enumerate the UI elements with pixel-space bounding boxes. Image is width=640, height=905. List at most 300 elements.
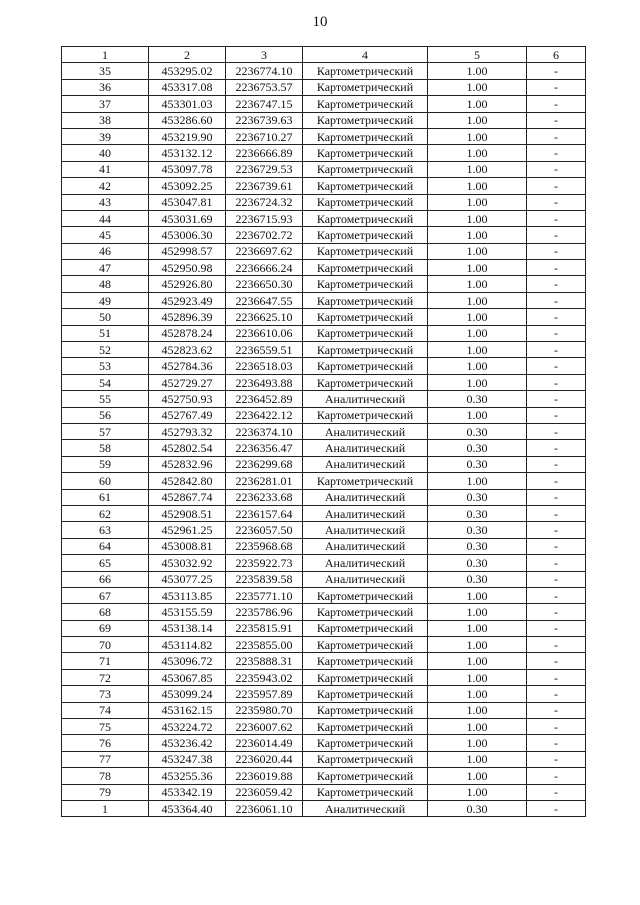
cell-note: - [527, 292, 586, 308]
cell-point-number: 38 [62, 112, 149, 128]
cell-accuracy: 1.00 [428, 407, 527, 423]
cell-accuracy: 1.00 [428, 669, 527, 685]
cell-accuracy: 1.00 [428, 178, 527, 194]
cell-coord-y: 2236422.12 [226, 407, 303, 423]
cell-coord-y: 2235786.96 [226, 604, 303, 620]
table-row [62, 243, 586, 259]
cell-coord-x: 453077.25 [149, 571, 226, 587]
cell-method: Аналитический [303, 456, 428, 472]
cell-method: Картометрический [303, 604, 428, 620]
cell-method: Картометрический [303, 112, 428, 128]
cell-point-number: 39 [62, 128, 149, 144]
cell-method: Картометрический [303, 784, 428, 800]
cell-point-number: 63 [62, 522, 149, 538]
cell-coord-x: 452998.57 [149, 243, 226, 259]
cell-coord-y: 2236724.32 [226, 194, 303, 210]
cell-method: Картометрический [303, 309, 428, 325]
cell-point-number: 41 [62, 161, 149, 177]
cell-accuracy: 1.00 [428, 686, 527, 702]
cell-coord-y: 2236666.89 [226, 145, 303, 161]
cell-point-number: 44 [62, 210, 149, 226]
table-row [62, 194, 586, 210]
cell-note: - [527, 686, 586, 702]
cell-coord-x: 452793.32 [149, 423, 226, 439]
cell-coord-y: 2236702.72 [226, 227, 303, 243]
cell-point-number: 37 [62, 96, 149, 112]
cell-accuracy: 1.00 [428, 128, 527, 144]
table-row [62, 456, 586, 472]
cell-note: - [527, 210, 586, 226]
cell-coord-x: 452908.51 [149, 505, 226, 521]
cell-note: - [527, 243, 586, 259]
cell-accuracy: 0.30 [428, 538, 527, 554]
cell-note: - [527, 128, 586, 144]
cell-note: - [527, 604, 586, 620]
cell-accuracy: 0.30 [428, 489, 527, 505]
cell-note: - [527, 309, 586, 325]
cell-accuracy: 1.00 [428, 702, 527, 718]
cell-accuracy: 1.00 [428, 653, 527, 669]
cell-note: - [527, 227, 586, 243]
cell-point-number: 75 [62, 719, 149, 735]
table-row [62, 620, 586, 636]
cell-coord-x: 452896.39 [149, 309, 226, 325]
cell-coord-x: 452767.49 [149, 407, 226, 423]
cell-point-number: 56 [62, 407, 149, 423]
cell-note: - [527, 161, 586, 177]
cell-note: - [527, 735, 586, 751]
cell-method: Картометрический [303, 96, 428, 112]
cell-method: Картометрический [303, 63, 428, 79]
cell-note: - [527, 571, 586, 587]
cell-coord-y: 2236710.27 [226, 128, 303, 144]
cell-method: Картометрический [303, 194, 428, 210]
cell-coord-y: 2236729.53 [226, 161, 303, 177]
cell-coord-x: 452867.74 [149, 489, 226, 505]
cell-accuracy: 1.00 [428, 342, 527, 358]
cell-coord-x: 453132.12 [149, 145, 226, 161]
cell-method: Картометрический [303, 210, 428, 226]
cell-point-number: 50 [62, 309, 149, 325]
cell-coord-y: 2236747.15 [226, 96, 303, 112]
cell-coord-x: 453236.42 [149, 735, 226, 751]
table-row [62, 505, 586, 521]
cell-coord-y: 2236647.55 [226, 292, 303, 308]
cell-coord-y: 2236666.24 [226, 260, 303, 276]
cell-note: - [527, 751, 586, 767]
page-number: 10 [312, 14, 328, 30]
cell-method: Картометрический [303, 702, 428, 718]
cell-note: - [527, 784, 586, 800]
cell-coord-x: 453286.60 [149, 112, 226, 128]
cell-coord-x: 452784.36 [149, 358, 226, 374]
cell-point-number: 57 [62, 423, 149, 439]
cell-note: - [527, 112, 586, 128]
cell-note: - [527, 473, 586, 489]
cell-method: Картометрический [303, 227, 428, 243]
cell-coord-y: 2236452.89 [226, 391, 303, 407]
cell-coord-x: 453255.36 [149, 768, 226, 784]
cell-method: Картометрический [303, 637, 428, 653]
cell-coord-y: 2236233.68 [226, 489, 303, 505]
cell-point-number: 77 [62, 751, 149, 767]
cell-coord-x: 453155.59 [149, 604, 226, 620]
cell-coord-y: 2235943.02 [226, 669, 303, 685]
cell-coord-x: 453099.24 [149, 686, 226, 702]
cell-method: Картометрический [303, 292, 428, 308]
table-row [62, 391, 586, 407]
cell-note: - [527, 63, 586, 79]
header-cell-1: 1 [62, 47, 149, 63]
cell-note: - [527, 391, 586, 407]
table-body [62, 47, 586, 817]
cell-point-number: 48 [62, 276, 149, 292]
cell-point-number: 78 [62, 768, 149, 784]
cell-coord-y: 2236753.57 [226, 79, 303, 95]
table-row [62, 112, 586, 128]
cell-coord-x: 452832.96 [149, 456, 226, 472]
cell-point-number: 69 [62, 620, 149, 636]
cell-point-number: 36 [62, 79, 149, 95]
cell-coord-y: 2236281.01 [226, 473, 303, 489]
cell-point-number: 67 [62, 587, 149, 603]
cell-note: - [527, 440, 586, 456]
cell-method: Картометрический [303, 473, 428, 489]
cell-point-number: 61 [62, 489, 149, 505]
cell-method: Картометрический [303, 79, 428, 95]
cell-note: - [527, 178, 586, 194]
cell-point-number: 70 [62, 637, 149, 653]
table-row [62, 653, 586, 669]
cell-point-number: 72 [62, 669, 149, 685]
cell-coord-x: 453032.92 [149, 555, 226, 571]
cell-coord-x: 453113.85 [149, 587, 226, 603]
cell-accuracy: 1.00 [428, 309, 527, 325]
cell-accuracy: 1.00 [428, 358, 527, 374]
cell-note: - [527, 276, 586, 292]
cell-accuracy: 0.30 [428, 522, 527, 538]
cell-coord-x: 453138.14 [149, 620, 226, 636]
cell-note: - [527, 669, 586, 685]
cell-point-number: 54 [62, 374, 149, 390]
table-row [62, 178, 586, 194]
cell-coord-y: 2235922.73 [226, 555, 303, 571]
cell-method: Картометрический [303, 686, 428, 702]
cell-note: - [527, 325, 586, 341]
cell-coord-y: 2236019.88 [226, 768, 303, 784]
cell-note: - [527, 194, 586, 210]
table-row [62, 489, 586, 505]
cell-note: - [527, 637, 586, 653]
cell-coord-y: 2236739.63 [226, 112, 303, 128]
cell-accuracy: 1.00 [428, 210, 527, 226]
cell-point-number: 74 [62, 702, 149, 718]
cell-coord-x: 452950.98 [149, 260, 226, 276]
cell-accuracy: 0.30 [428, 423, 527, 439]
cell-coord-y: 2235815.91 [226, 620, 303, 636]
cell-point-number: 52 [62, 342, 149, 358]
cell-coord-y: 2236739.61 [226, 178, 303, 194]
cell-point-number: 47 [62, 260, 149, 276]
cell-accuracy: 1.00 [428, 161, 527, 177]
cell-accuracy: 1.00 [428, 260, 527, 276]
table-row [62, 604, 586, 620]
table-row [62, 669, 586, 685]
cell-accuracy: 0.30 [428, 391, 527, 407]
cell-coord-y: 2236493.88 [226, 374, 303, 390]
cell-note: - [527, 260, 586, 276]
table-row [62, 571, 586, 587]
cell-method: Картометрический [303, 243, 428, 259]
cell-coord-y: 2236518.03 [226, 358, 303, 374]
cell-method: Аналитический [303, 555, 428, 571]
cell-accuracy: 0.30 [428, 456, 527, 472]
cell-method: Картометрический [303, 358, 428, 374]
table-row [62, 686, 586, 702]
cell-method: Картометрический [303, 276, 428, 292]
cell-note: - [527, 620, 586, 636]
cell-note: - [527, 768, 586, 784]
cell-method: Картометрический [303, 128, 428, 144]
cell-coord-x: 453295.02 [149, 63, 226, 79]
cell-coord-y: 2235855.00 [226, 637, 303, 653]
cell-note: - [527, 423, 586, 439]
cell-point-number: 42 [62, 178, 149, 194]
cell-accuracy: 1.00 [428, 325, 527, 341]
cell-method: Картометрический [303, 719, 428, 735]
cell-coord-x: 452842.80 [149, 473, 226, 489]
cell-coord-x: 453364.40 [149, 800, 226, 816]
cell-coord-y: 2235980.70 [226, 702, 303, 718]
cell-method: Аналитический [303, 423, 428, 439]
cell-point-number: 79 [62, 784, 149, 800]
table-row [62, 637, 586, 653]
table-row [62, 260, 586, 276]
cell-note: - [527, 800, 586, 816]
cell-note: - [527, 719, 586, 735]
cell-note: - [527, 587, 586, 603]
table-row [62, 522, 586, 538]
cell-method: Картометрический [303, 342, 428, 358]
cell-point-number: 59 [62, 456, 149, 472]
table-row [62, 555, 586, 571]
cell-point-number: 76 [62, 735, 149, 751]
table-row [62, 342, 586, 358]
cell-method: Картометрический [303, 751, 428, 767]
cell-point-number: 51 [62, 325, 149, 341]
header-cell-4: 4 [303, 47, 428, 63]
cell-accuracy: 1.00 [428, 735, 527, 751]
cell-coord-y: 2236356.47 [226, 440, 303, 456]
cell-method: Картометрический [303, 587, 428, 603]
cell-coord-x: 453162.15 [149, 702, 226, 718]
cell-note: - [527, 456, 586, 472]
cell-accuracy: 1.00 [428, 63, 527, 79]
cell-accuracy: 1.00 [428, 719, 527, 735]
cell-coord-x: 453047.81 [149, 194, 226, 210]
cell-accuracy: 0.30 [428, 800, 527, 816]
table-row [62, 768, 586, 784]
cell-method: Картометрический [303, 161, 428, 177]
table-row [62, 325, 586, 341]
cell-coord-y: 2236061.10 [226, 800, 303, 816]
cell-point-number: 1 [62, 800, 149, 816]
cell-point-number: 62 [62, 505, 149, 521]
table-row [62, 735, 586, 751]
table-row [62, 473, 586, 489]
cell-coord-y: 2236059.42 [226, 784, 303, 800]
cell-note: - [527, 342, 586, 358]
cell-method: Картометрический [303, 325, 428, 341]
cell-coord-x: 453301.03 [149, 96, 226, 112]
table-row [62, 128, 586, 144]
cell-point-number: 64 [62, 538, 149, 554]
cell-method: Аналитический [303, 489, 428, 505]
cell-coord-x: 452729.27 [149, 374, 226, 390]
cell-note: - [527, 522, 586, 538]
table-row [62, 538, 586, 554]
cell-point-number: 43 [62, 194, 149, 210]
table-row [62, 292, 586, 308]
cell-method: Картометрический [303, 768, 428, 784]
cell-coord-x: 453031.69 [149, 210, 226, 226]
cell-accuracy: 1.00 [428, 768, 527, 784]
table-row [62, 276, 586, 292]
cell-point-number: 53 [62, 358, 149, 374]
cell-coord-x: 453224.72 [149, 719, 226, 735]
table-row [62, 161, 586, 177]
header-cell-3: 3 [226, 47, 303, 63]
cell-accuracy: 1.00 [428, 227, 527, 243]
cell-method: Аналитический [303, 440, 428, 456]
cell-point-number: 55 [62, 391, 149, 407]
cell-note: - [527, 96, 586, 112]
table-row [62, 79, 586, 95]
cell-note: - [527, 505, 586, 521]
table-row [62, 800, 586, 816]
cell-coord-x: 452823.62 [149, 342, 226, 358]
cell-coord-x: 452750.93 [149, 391, 226, 407]
cell-point-number: 35 [62, 63, 149, 79]
cell-accuracy: 1.00 [428, 751, 527, 767]
cell-accuracy: 0.30 [428, 440, 527, 456]
cell-coord-x: 453317.08 [149, 79, 226, 95]
cell-coord-y: 2235771.10 [226, 587, 303, 603]
cell-method: Картометрический [303, 735, 428, 751]
table-row [62, 96, 586, 112]
cell-coord-y: 2236299.68 [226, 456, 303, 472]
cell-point-number: 65 [62, 555, 149, 571]
cell-coord-x: 452878.24 [149, 325, 226, 341]
cell-accuracy: 0.30 [428, 555, 527, 571]
cell-method: Аналитический [303, 505, 428, 521]
cell-accuracy: 0.30 [428, 505, 527, 521]
cell-coord-x: 453096.72 [149, 653, 226, 669]
cell-method: Аналитический [303, 391, 428, 407]
cell-method: Картометрический [303, 407, 428, 423]
cell-note: - [527, 358, 586, 374]
table-row [62, 719, 586, 735]
cell-coord-x: 452802.54 [149, 440, 226, 456]
cell-coord-x: 453067.85 [149, 669, 226, 685]
cell-point-number: 40 [62, 145, 149, 161]
cell-coord-y: 2236057.50 [226, 522, 303, 538]
cell-coord-x: 452926.80 [149, 276, 226, 292]
cell-coord-x: 453219.90 [149, 128, 226, 144]
table-row [62, 751, 586, 767]
cell-coord-x: 452923.49 [149, 292, 226, 308]
table-row [62, 702, 586, 718]
cell-point-number: 66 [62, 571, 149, 587]
cell-point-number: 58 [62, 440, 149, 456]
cell-coord-y: 2236020.44 [226, 751, 303, 767]
cell-accuracy: 1.00 [428, 145, 527, 161]
table-header-row [62, 47, 586, 63]
cell-coord-y: 2236559.51 [226, 342, 303, 358]
cell-method: Аналитический [303, 800, 428, 816]
table-row [62, 423, 586, 439]
cell-accuracy: 1.00 [428, 276, 527, 292]
cell-coord-y: 2236625.10 [226, 309, 303, 325]
cell-accuracy: 1.00 [428, 79, 527, 95]
cell-method: Картометрический [303, 653, 428, 669]
table-row [62, 587, 586, 603]
cell-accuracy: 1.00 [428, 96, 527, 112]
cell-method: Аналитический [303, 522, 428, 538]
cell-method: Аналитический [303, 538, 428, 554]
cell-coord-y: 2235968.68 [226, 538, 303, 554]
cell-accuracy: 1.00 [428, 604, 527, 620]
cell-coord-y: 2236715.93 [226, 210, 303, 226]
cell-accuracy: 1.00 [428, 374, 527, 390]
cell-coord-x: 453097.78 [149, 161, 226, 177]
cell-accuracy: 1.00 [428, 587, 527, 603]
cell-accuracy: 1.00 [428, 292, 527, 308]
cell-method: Картометрический [303, 669, 428, 685]
cell-accuracy: 1.00 [428, 194, 527, 210]
cell-method: Картометрический [303, 178, 428, 194]
cell-coord-y: 2235888.31 [226, 653, 303, 669]
cell-note: - [527, 489, 586, 505]
table-row [62, 374, 586, 390]
cell-coord-y: 2236007.62 [226, 719, 303, 735]
cell-note: - [527, 407, 586, 423]
cell-coord-y: 2236650.30 [226, 276, 303, 292]
header-cell-5: 5 [428, 47, 527, 63]
cell-note: - [527, 79, 586, 95]
cell-coord-y: 2236014.49 [226, 735, 303, 751]
table-row [62, 309, 586, 325]
cell-note: - [527, 702, 586, 718]
cell-point-number: 45 [62, 227, 149, 243]
cell-point-number: 68 [62, 604, 149, 620]
cell-coord-x: 453008.81 [149, 538, 226, 554]
cell-coord-x: 453247.38 [149, 751, 226, 767]
cell-method: Картометрический [303, 620, 428, 636]
cell-coord-y: 2236774.10 [226, 63, 303, 79]
cell-method: Аналитический [303, 571, 428, 587]
table-row [62, 407, 586, 423]
cell-accuracy: 1.00 [428, 112, 527, 128]
cell-point-number: 60 [62, 473, 149, 489]
table-row [62, 784, 586, 800]
cell-accuracy: 1.00 [428, 620, 527, 636]
cell-note: - [527, 555, 586, 571]
table-row [62, 227, 586, 243]
table-row [62, 145, 586, 161]
cell-coord-x: 452961.25 [149, 522, 226, 538]
table-row [62, 358, 586, 374]
